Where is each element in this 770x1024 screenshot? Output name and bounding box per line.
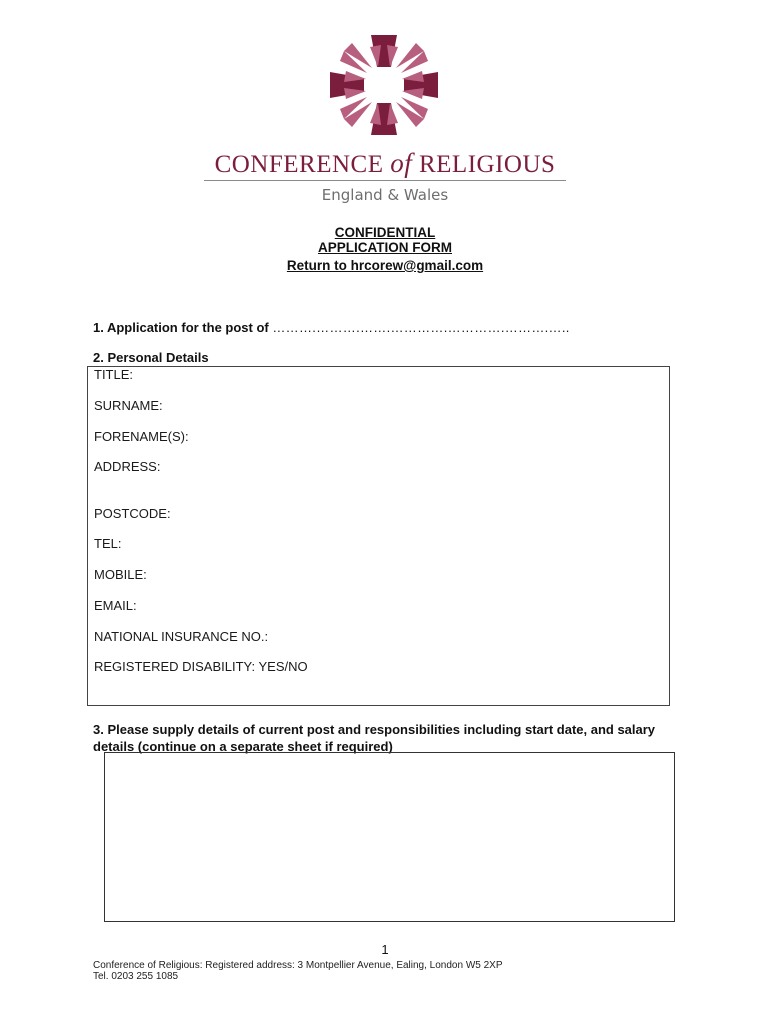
confidential-heading: CONFIDENTIAL — [334, 225, 436, 240]
field-mobile[interactable]: MOBILE: — [94, 567, 147, 582]
section-2-label: 2. Personal Details — [93, 350, 209, 365]
current-post-details-box[interactable] — [104, 752, 675, 922]
org-name-part2: RELIGIOUS — [418, 151, 556, 178]
organization-name — [202, 148, 568, 179]
field-registered-disability[interactable]: REGISTERED DISABILITY: YES/NO — [94, 659, 308, 674]
field-forenames[interactable]: FORENAME(S): — [94, 429, 189, 444]
post-name-entry-line[interactable]: ……….……….…….………….………….……….….. — [272, 320, 570, 335]
field-national-insurance[interactable]: NATIONAL INSURANCE NO.: — [94, 629, 269, 644]
org-name-part1: CONFERENCE — [214, 151, 384, 178]
org-divider — [204, 180, 566, 181]
field-surname[interactable]: SURNAME: — [94, 398, 163, 413]
org-name-of: of — [390, 148, 413, 178]
footer-tel: Tel. 0203 255 1085 — [93, 971, 179, 982]
return-email-link[interactable]: Return to hrcorew@gmail.com — [286, 258, 484, 273]
field-tel[interactable]: TEL: — [94, 536, 122, 551]
field-postcode[interactable]: POSTCODE: — [94, 506, 171, 521]
section-1-post-applied — [93, 320, 570, 335]
page-number: 1 — [381, 942, 389, 957]
footer-address: Conference of Religious: Registered address: 3 Montpellier Avenue, Ealing, London W5 2XP — [93, 960, 503, 971]
field-address[interactable]: ADDRESS: — [94, 459, 161, 474]
section-1-label: 1. Application for the post of — [93, 320, 269, 335]
personal-details-box — [87, 366, 670, 706]
section-3-label: 3. Please supply details of current post and responsibilities including start date, and salary details (continue on a separate sheet if required) — [93, 722, 656, 754]
field-title[interactable]: TITLE: — [94, 367, 134, 382]
form-title: APPLICATION FORM — [318, 240, 452, 255]
field-email[interactable]: EMAIL: — [94, 598, 137, 613]
organization-logo-icon — [328, 33, 440, 137]
organization-subtitle: England & Wales — [321, 186, 449, 204]
